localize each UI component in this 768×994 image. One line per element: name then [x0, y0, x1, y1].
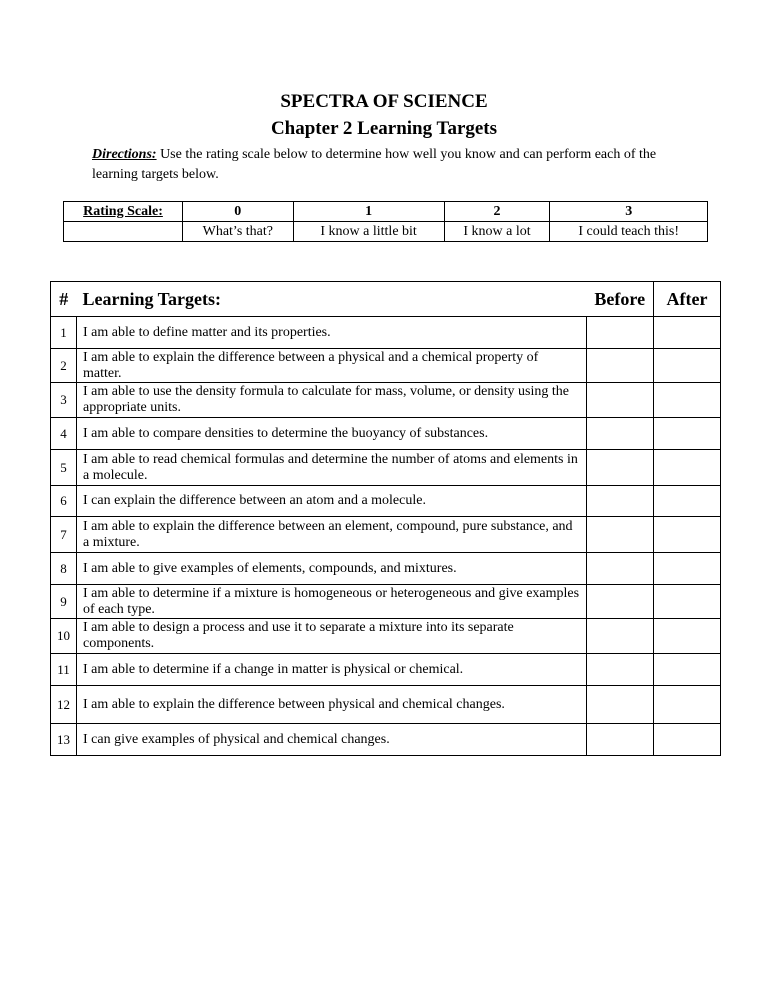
after-rating-cell[interactable]: [654, 654, 721, 686]
learning-targets-table: [50, 281, 721, 756]
before-rating-cell[interactable]: [587, 619, 654, 654]
target-row: [51, 383, 721, 418]
after-rating-cell[interactable]: [654, 686, 721, 724]
target-row: [51, 585, 721, 619]
target-text: I am able to explain the difference between an element, compound, pure substance, and a mixture.: [77, 517, 587, 553]
rating-desc-0: What’s that?: [183, 222, 294, 242]
rating-desc-3: I could teach this!: [550, 222, 708, 242]
target-text: I am able to define matter and its properties.: [77, 317, 587, 349]
before-rating-cell[interactable]: [587, 349, 654, 383]
target-number: 9: [51, 585, 77, 619]
target-number: 10: [51, 619, 77, 654]
before-rating-cell[interactable]: [587, 654, 654, 686]
target-number: 3: [51, 383, 77, 418]
before-rating-cell[interactable]: [587, 383, 654, 418]
before-rating-cell[interactable]: [587, 686, 654, 724]
before-rating-cell[interactable]: [587, 585, 654, 619]
rating-value-1: 1: [293, 202, 444, 222]
after-rating-cell[interactable]: [654, 517, 721, 553]
target-number: 1: [51, 317, 77, 349]
target-row: [51, 619, 721, 654]
before-rating-cell[interactable]: [587, 517, 654, 553]
target-number: 6: [51, 486, 77, 517]
target-number: 7: [51, 517, 77, 553]
target-text: I am able to give examples of elements, compounds, and mixtures.: [77, 553, 587, 585]
after-rating-cell[interactable]: [654, 383, 721, 418]
directions-label: Directions:: [92, 147, 157, 162]
after-rating-cell[interactable]: [654, 724, 721, 756]
target-text: I am able to use the density formula to calculate for mass, volume, or density using the appropriate units.: [77, 383, 587, 418]
after-rating-cell[interactable]: [654, 349, 721, 383]
directions: [92, 145, 692, 185]
rating-desc-1: I know a little bit: [293, 222, 444, 242]
target-row: [51, 553, 721, 585]
before-rating-cell[interactable]: [587, 486, 654, 517]
rating-value-2: 2: [444, 202, 550, 222]
rating-scale-label: Rating Scale:: [64, 202, 183, 222]
target-number: 5: [51, 450, 77, 486]
after-rating-cell[interactable]: [654, 450, 721, 486]
before-rating-cell[interactable]: [587, 317, 654, 349]
target-row: [51, 486, 721, 517]
after-rating-cell[interactable]: [654, 553, 721, 585]
target-text: I am able to compare densities to determine the buoyancy of substances.: [77, 418, 587, 450]
target-text: I am able to explain the difference between a physical and a chemical property of matter.: [77, 349, 587, 383]
header-before: Before: [587, 282, 654, 317]
after-rating-cell[interactable]: [654, 585, 721, 619]
target-row: [51, 418, 721, 450]
target-row: [51, 517, 721, 553]
rating-value-3: 3: [550, 202, 708, 222]
header-after: After: [654, 282, 721, 317]
target-number: 8: [51, 553, 77, 585]
header-learning-targets: Learning Targets:: [77, 282, 587, 317]
target-number: 4: [51, 418, 77, 450]
target-text: I am able to explain the difference between physical and chemical changes.: [77, 686, 587, 724]
rating-value-0: 0: [183, 202, 294, 222]
directions-text: Use the rating scale below to determine how well you know and can perform each of the learning targets below.: [92, 147, 657, 182]
rating-empty-cell: [64, 222, 183, 242]
after-rating-cell[interactable]: [654, 317, 721, 349]
before-rating-cell[interactable]: [587, 450, 654, 486]
target-text: I am able to determine if a change in matter is physical or chemical.: [77, 654, 587, 686]
after-rating-cell[interactable]: [654, 486, 721, 517]
target-row: [51, 349, 721, 383]
target-number: 11: [51, 654, 77, 686]
target-row: [51, 686, 721, 724]
target-number: 12: [51, 686, 77, 724]
target-row: [51, 450, 721, 486]
target-text: I can explain the difference between an atom and a molecule.: [77, 486, 587, 517]
target-row: [51, 654, 721, 686]
target-text: I am able to design a process and use it to separate a mixture into its separate components.: [77, 619, 587, 654]
before-rating-cell[interactable]: [587, 724, 654, 756]
page-subtitle: Chapter 2 Learning Targets: [270, 118, 498, 139]
target-text: I can give examples of physical and chemical changes.: [77, 724, 587, 756]
target-row: [51, 724, 721, 756]
target-number: 13: [51, 724, 77, 756]
before-rating-cell[interactable]: [587, 553, 654, 585]
target-text: I am able to determine if a mixture is homogeneous or heterogeneous and give examples of each type.: [77, 585, 587, 619]
after-rating-cell[interactable]: [654, 619, 721, 654]
target-text: I am able to read chemical formulas and determine the number of atoms and elements in a molecule.: [77, 450, 587, 486]
rating-desc-2: I know a lot: [444, 222, 550, 242]
target-number: 2: [51, 349, 77, 383]
header-number: #: [51, 282, 77, 317]
rating-scale-table: [63, 201, 708, 242]
target-row: [51, 317, 721, 349]
page-title: SPECTRA OF SCIENCE: [280, 91, 488, 112]
before-rating-cell[interactable]: [587, 418, 654, 450]
after-rating-cell[interactable]: [654, 418, 721, 450]
